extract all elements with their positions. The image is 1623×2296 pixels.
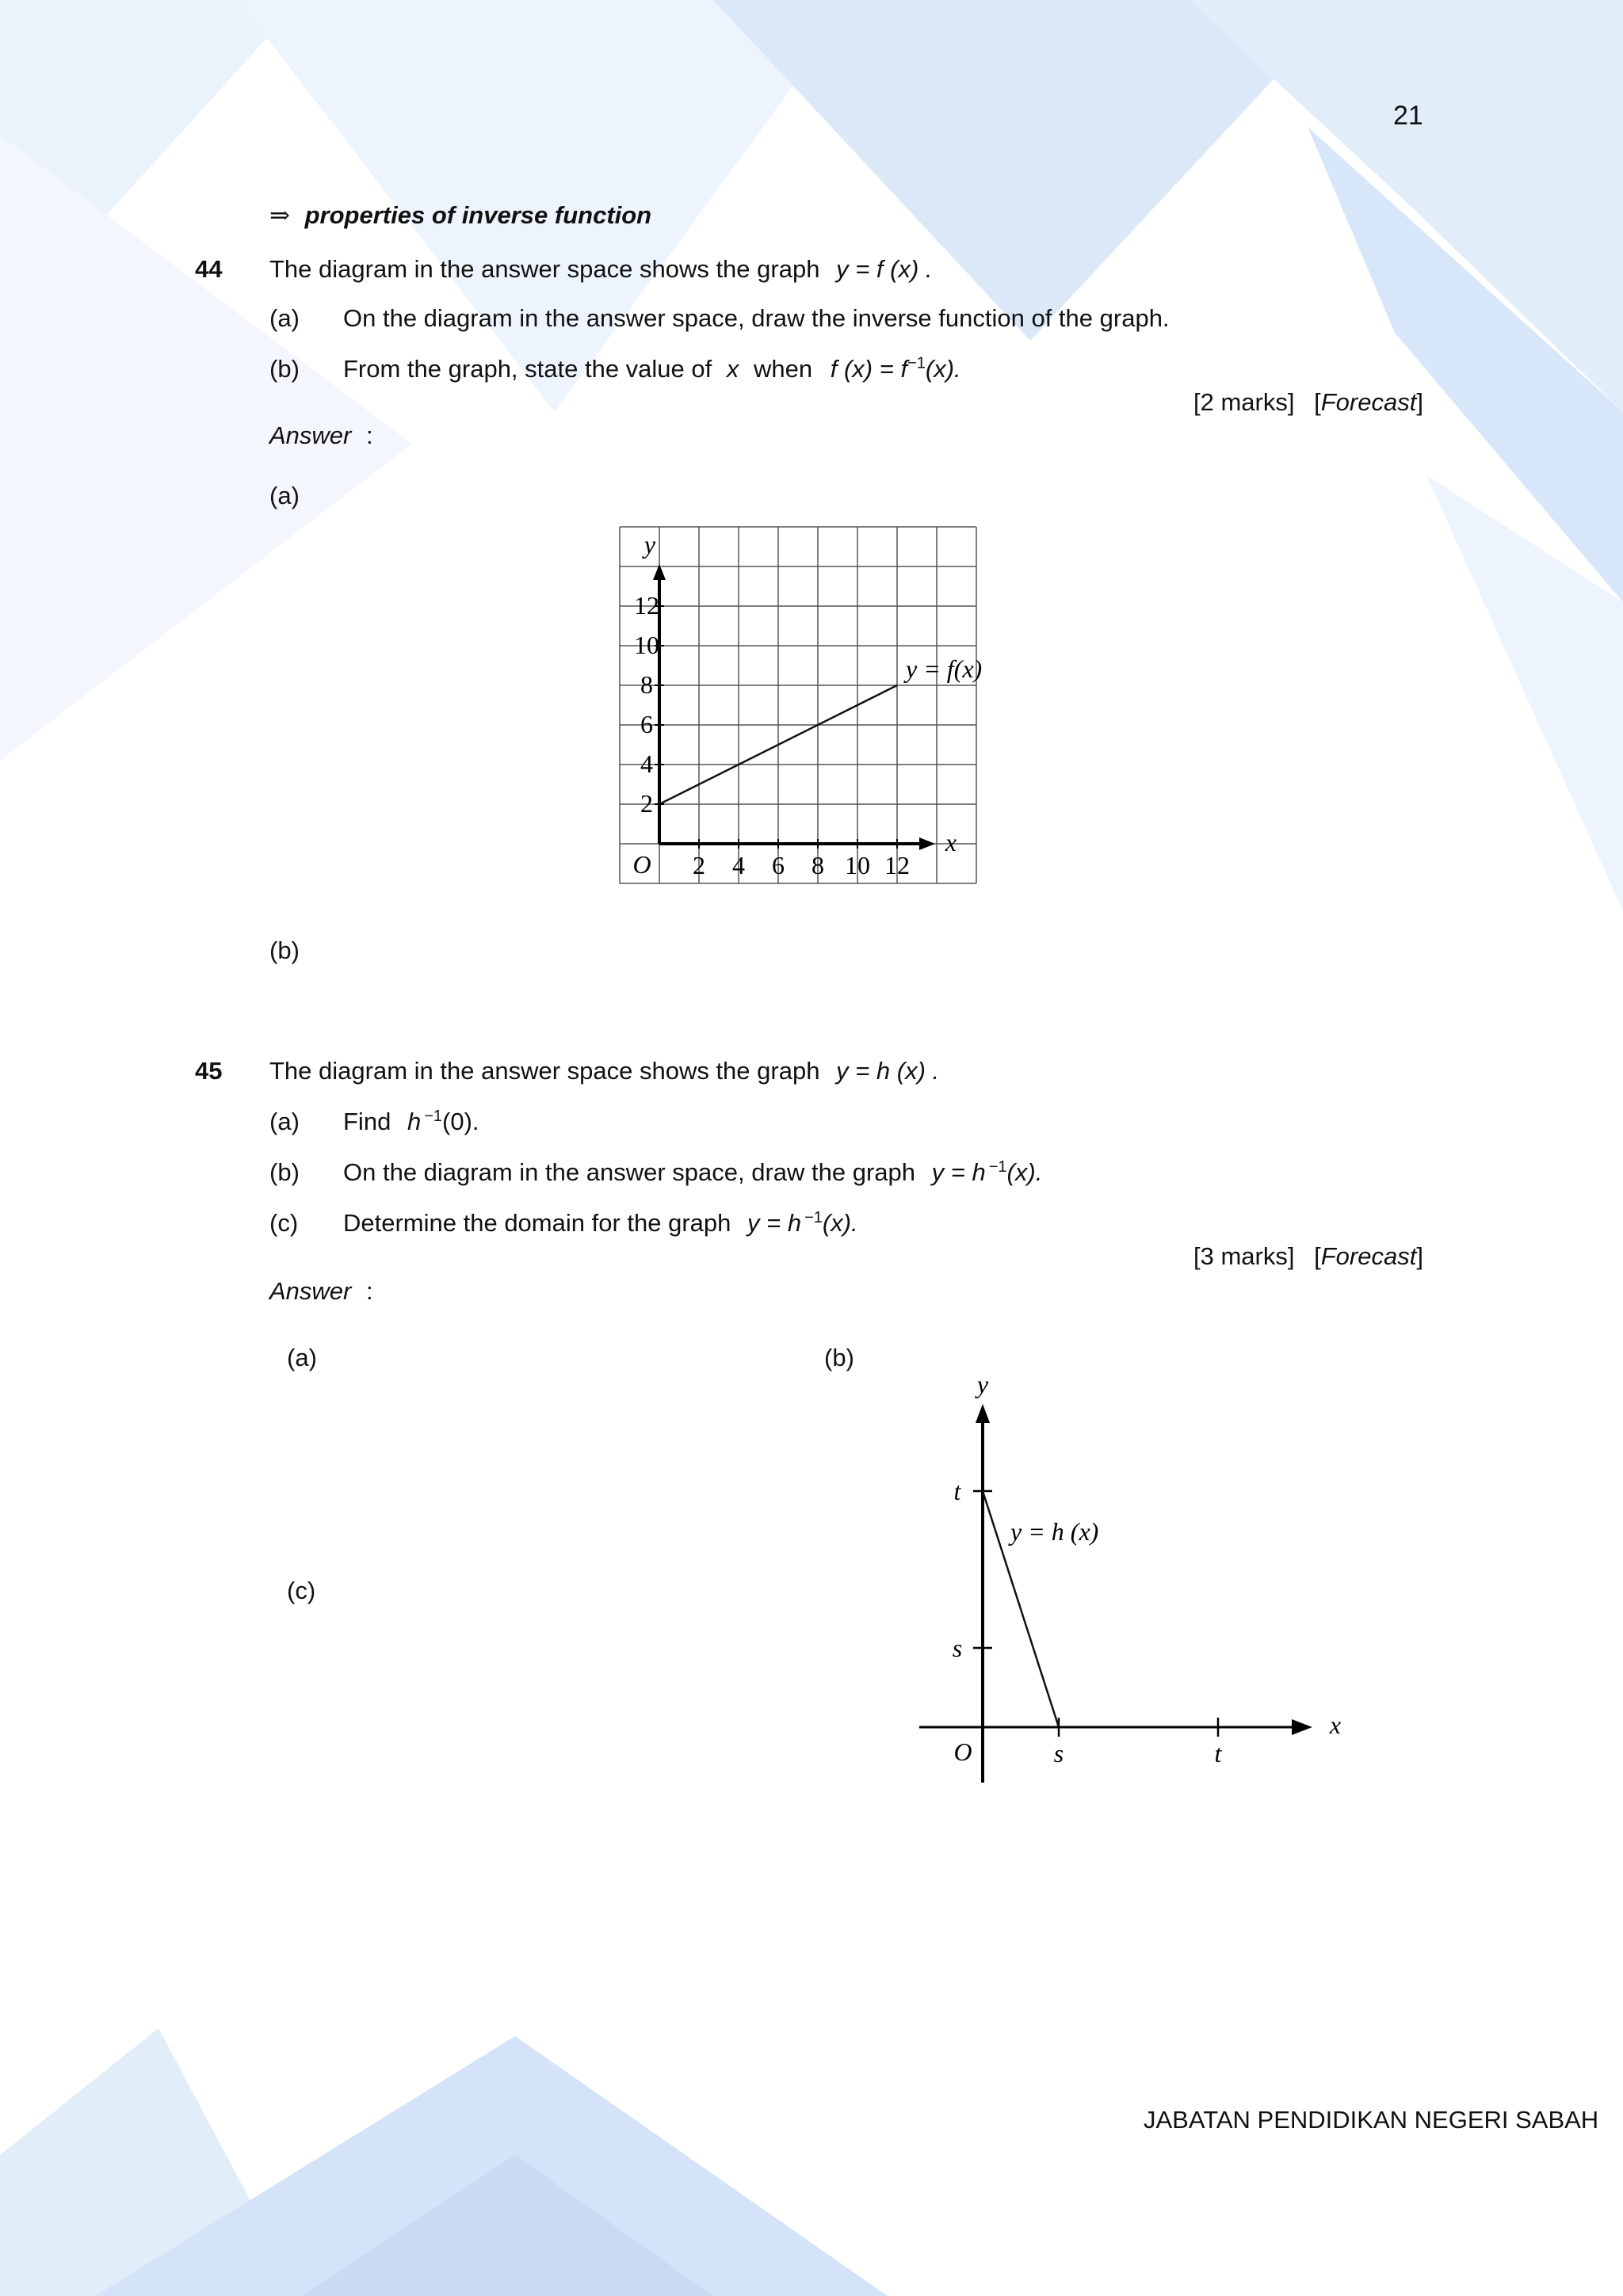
q44-a-text: On the diagram in the answer space, draw the inverse function of the graph. <box>343 304 1170 332</box>
q45-b-label: (b) <box>269 1158 300 1186</box>
graph-44 <box>602 515 1014 887</box>
graph-45-curve-label: y = h (x) <box>1010 1517 1099 1546</box>
graph-44-y-label: y <box>643 530 656 559</box>
q44-b-text: From the graph, state the value of x when f $(x) = f^{-1}(x)$. <box>343 354 961 383</box>
graph-45-x-label: x <box>1329 1711 1342 1739</box>
q45-marks: [3 marks] [Forecast] <box>1193 1242 1423 1270</box>
graph-44-grid <box>620 527 976 883</box>
graph-44-y-tick-label: 12 <box>634 591 659 620</box>
q44-marks: [2 marks] [Forecast] <box>1193 388 1423 416</box>
x-axis-arrow-icon <box>1292 1719 1312 1735</box>
y-axis-arrow-icon <box>976 1404 990 1423</box>
graph-44-y-tick-label: 6 <box>640 710 653 738</box>
q45-c-text: Determine the domain for the graph y = h $^{-1}$(x). <box>343 1208 858 1237</box>
q45-stem: The diagram in the answer space shows the graph y = h (x) . <box>269 1057 940 1085</box>
graph-44-y-tick-label: 10 <box>634 631 659 659</box>
q45-b-text: On the diagram in the answer space, draw the graph y = h $^{-1}$(x). <box>343 1158 1043 1186</box>
q45-answer-c-label: (c) <box>287 1577 316 1604</box>
section-heading-text: properties of inverse function <box>304 201 652 229</box>
graph-44-x-tick-label: 8 <box>812 851 824 879</box>
q45-number: 45 <box>195 1057 223 1085</box>
q45-a-text: Find h $^{-1}$(0). <box>343 1107 479 1135</box>
graph-45-x-tick-s-label: s <box>1053 1739 1064 1768</box>
footer-text: JABATAN PENDIDIKAN NEGERI SABAH <box>1144 2106 1599 2134</box>
graph-44-origin: O <box>632 850 651 879</box>
graph-44-x-label: x <box>945 828 957 856</box>
graph-44-x-tick-label: 10 <box>845 851 870 879</box>
arrow-icon: ⇒ <box>269 201 290 229</box>
q45-answer-a-label: (a) <box>287 1344 317 1371</box>
graph-45-origin: O <box>953 1737 972 1766</box>
graph-44-x-tick-label: 4 <box>732 851 745 879</box>
q44-a-label: (a) <box>269 304 300 332</box>
q44-b-label: (b) <box>269 355 300 383</box>
graph-44-x-tick-label: 12 <box>884 851 910 879</box>
graph-44-x-tick-label: 6 <box>772 851 785 879</box>
graph-44-y-tick-label: 8 <box>640 670 653 699</box>
graph-45-y-tick-t-label: t <box>953 1477 961 1505</box>
q45-a-label: (a) <box>269 1108 300 1135</box>
graph-45 <box>903 1371 1363 1791</box>
q45-answer-label: Answer : <box>269 1277 373 1305</box>
section-heading <box>269 201 651 230</box>
x-axis-arrow-icon <box>919 837 935 850</box>
graph-45-y-tick-s-label: s <box>952 1634 963 1662</box>
graph-44-y-tick-label: 2 <box>640 789 653 818</box>
graph-44-y-tick-label: 4 <box>640 749 653 778</box>
page-number: 21 <box>1393 101 1423 131</box>
graph-45-x-tick-t-label: t <box>1214 1739 1222 1768</box>
graph-45-y-label: y <box>976 1371 989 1398</box>
q45-c-label: (c) <box>269 1209 299 1237</box>
q45-answer-b-label: (b) <box>824 1344 854 1371</box>
graph-44-x-tick-label: 2 <box>693 851 705 879</box>
q44-answer-a-label: (a) <box>269 482 300 509</box>
q44-answer-label: Answer : <box>269 421 373 449</box>
q44-stem: The diagram in the answer space shows the graph y = f (x) . <box>269 255 933 283</box>
q44-answer-b-label: (b) <box>269 936 300 964</box>
graph-44-curve-label: y = f(x) <box>906 654 983 683</box>
q44-number: 44 <box>195 255 223 283</box>
graph-44-axes <box>653 564 935 850</box>
